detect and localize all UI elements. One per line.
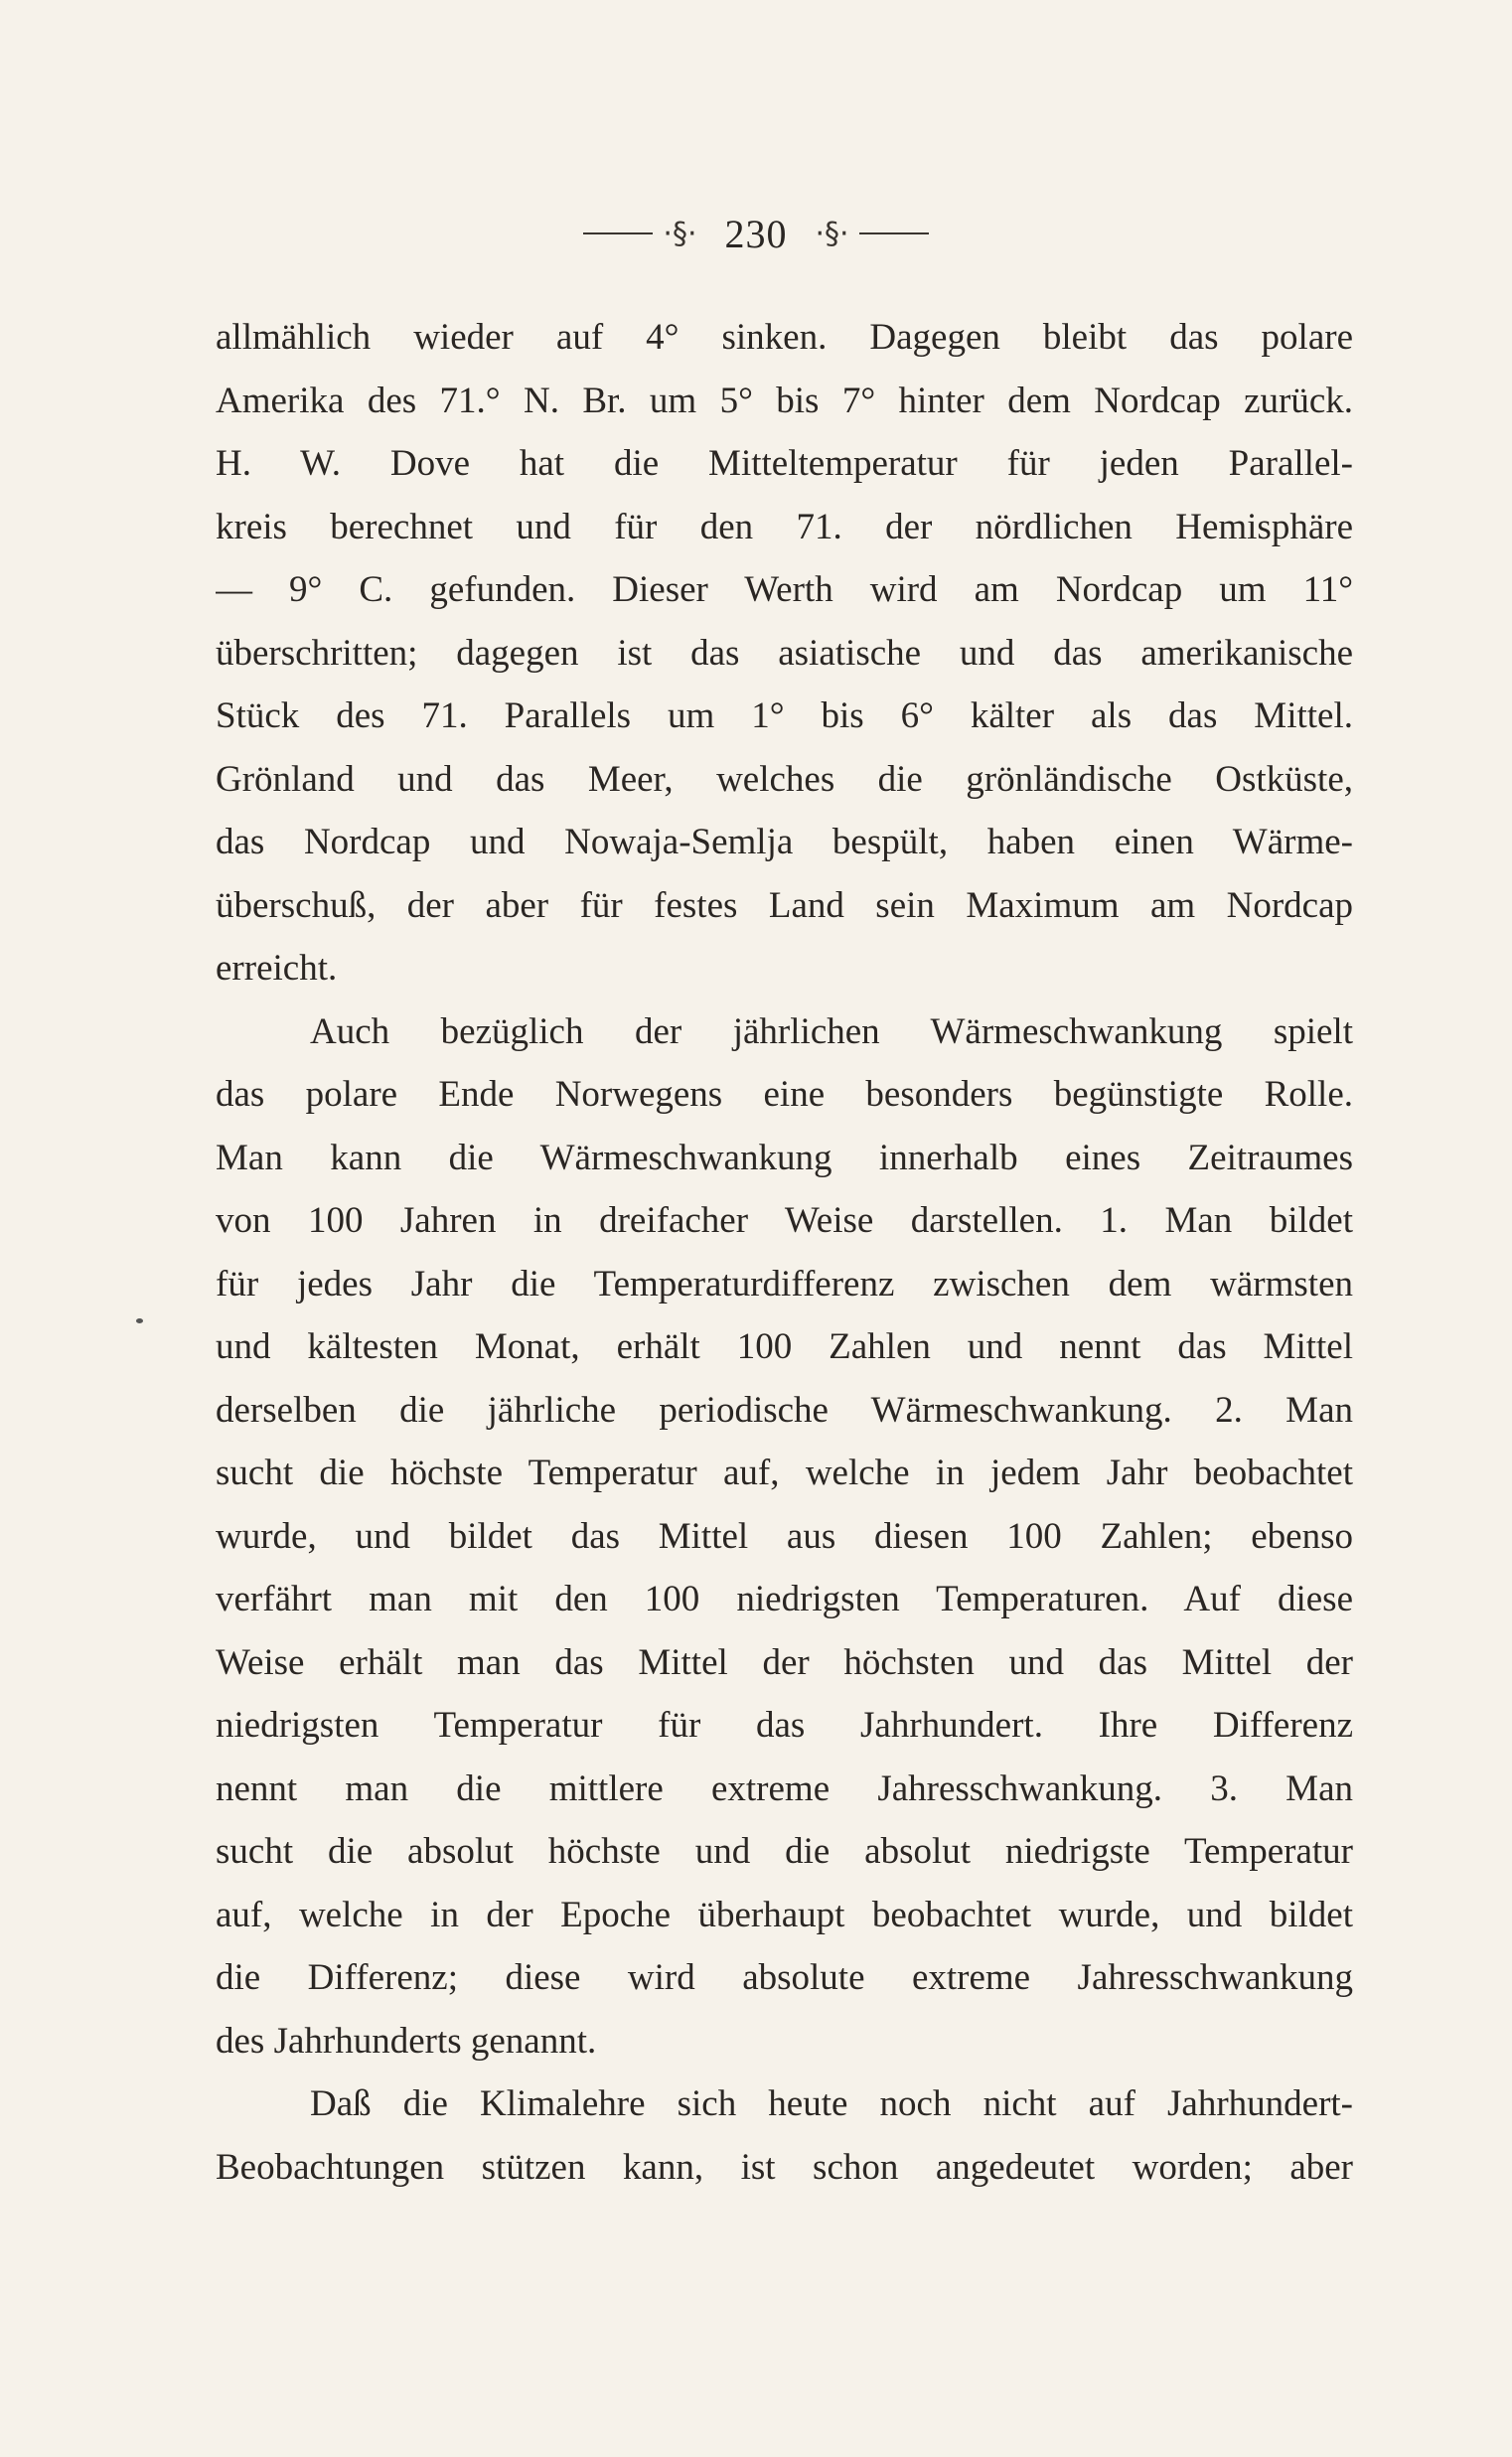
text-line: sucht die höchste Temperatur auf, welche in jedem Jahr beobachtet [216, 1453, 1353, 1493]
text-line: niedrigsten Temperatur für das Jahrhundert. Ihre Differenz [216, 1705, 1353, 1746]
text-line: des Jahrhunderts genannt. [216, 2020, 597, 2062]
text-line: H. W. Dove hat die Mitteltemperatur für jeden Parallel- [216, 443, 1353, 484]
ink-speck [136, 1318, 143, 1323]
text-line: überschritten; dagegen ist das asiatische und das amerikanische [216, 632, 1353, 674]
text-line: Grönland und das Meer, welches die grönländische Ostküste, [216, 758, 1353, 800]
text-line: auf, welche in der Epoche überhaupt beobachtet wurde, und bildet [216, 1894, 1353, 1935]
text-line: erreicht. [216, 948, 338, 989]
text-line: von 100 Jahren in dreifacher Weise darstellen. 1. Man bildet [216, 1200, 1353, 1241]
text-line: sucht die absolut höchste und die absolut niedrigste Temperatur [216, 1831, 1353, 1872]
text-line: — 9° C. gefunden. Dieser Werth wird am Nordcap um 11° [216, 569, 1353, 610]
text-line: verfährt man mit den 100 niedrigsten Temperaturen. Auf diese [216, 1579, 1353, 1619]
text-line: wurde, und bildet das Mittel aus diesen 100 Zahlen; ebenso [216, 1515, 1353, 1557]
text-line: allmählich wieder auf 4° sinken. Dagegen bleibt das polare [216, 317, 1353, 358]
text-line: Beobachtungen stützen kann, ist schon angedeutet worden; aber [216, 2146, 1353, 2188]
text-line: Man kann die Wärmeschwankung innerhalb eines Zeitraumes [216, 1137, 1353, 1178]
header-rule-left [583, 232, 653, 234]
text-line: kreis berechnet und für den 71. der nördlichen Hemisphäre [216, 506, 1353, 547]
header-rule-right [859, 232, 929, 234]
page-header [0, 204, 1512, 263]
text-line: Weise erhält man das Mittel der höchsten und das Mittel der [216, 1641, 1353, 1683]
text-line: Stück des 71. Parallels um 1° bis 6° kälter als das Mittel. [216, 695, 1353, 736]
text-line: für jedes Jahr die Temperaturdifferenz zwischen dem wärmsten [216, 1263, 1353, 1305]
text-line: derselben die jährliche periodische Wärmeschwankung. 2. Man [216, 1389, 1353, 1431]
text-line: Amerika des 71.° N. Br. um 5° bis 7° hinter dem Nordcap zurück. [216, 380, 1353, 421]
page-number: 230 [724, 211, 788, 256]
text-line: nennt man die mittlere extreme Jahresschwankung. 3. Man [216, 1767, 1353, 1809]
text-line: und kältesten Monat, erhält 100 Zahlen und nennt das Mittel [216, 1326, 1353, 1367]
paragraph-start-line: Auch bezüglich der jährlichen Wärmeschwankung spielt [310, 1010, 1353, 1052]
text-line: das Nordcap und Nowaja-Semlja bespült, haben einen Wärme- [216, 822, 1353, 862]
paragraph-start-line: Daß die Klimalehre sich heute noch nicht auf Jahrhundert- [310, 2083, 1353, 2124]
text-line: das polare Ende Norwegens eine besonders begünstigte Rolle. [216, 1074, 1353, 1115]
ornament-right-icon: ·§· [815, 216, 849, 251]
text-line: überschuß, der aber für festes Land sein Maximum am Nordcap [216, 884, 1353, 926]
ornament-left-icon: ·§· [663, 216, 697, 251]
text-line: die Differenz; diese wird absolute extreme Jahresschwankung [216, 1957, 1353, 1998]
body-text [216, 306, 1353, 2199]
